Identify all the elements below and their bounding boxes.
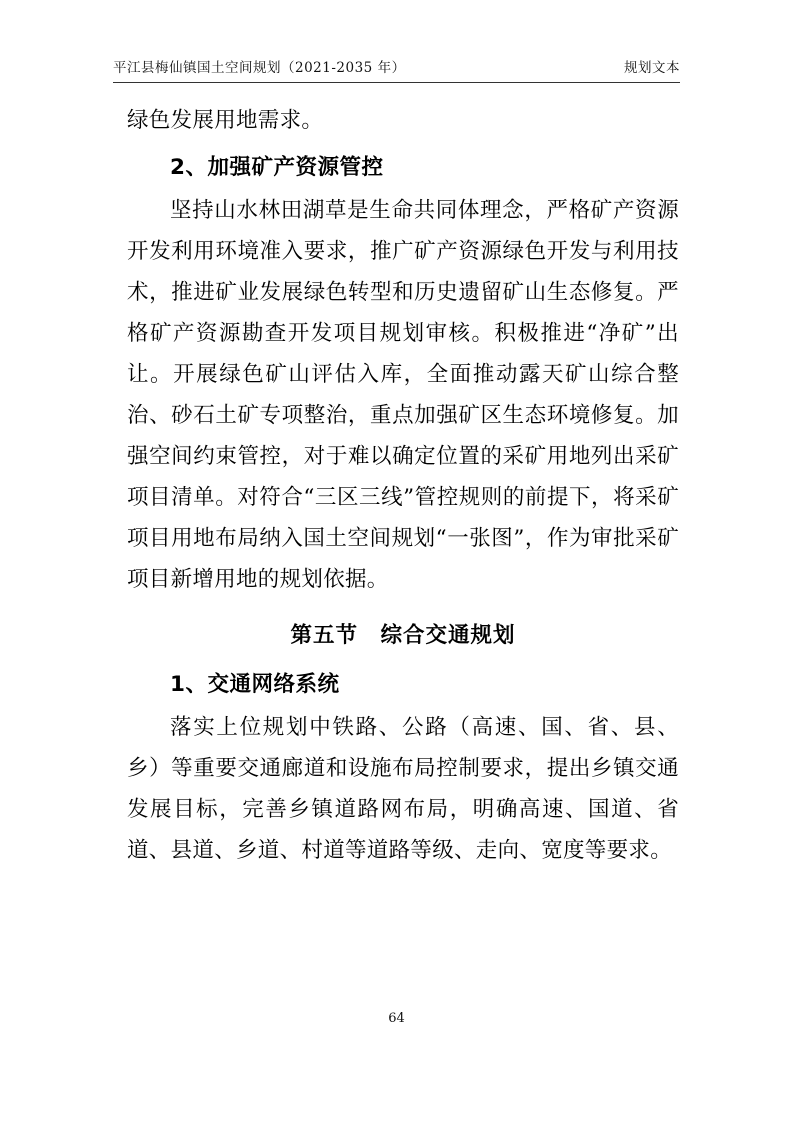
page-footer: [0, 1011, 793, 1026]
paragraph-mineral-resources: 坚持山水林田湖草是生命共同体理念，严格矿产资源开发利用环境准入要求，推广矿产资源绿色开发与利用技术，推进矿业发展绿色转型和历史遗留矿山生态修复。严格矿产资源勘查开发项目规划审核。积极推进“净矿”出让。开展绿色矿山评估入库，全面推动露天矿山综合整治、砂石土矿专项整治，重点加强矿区生态环境修复。加强空间约束管控，对于难以确定位置的采矿用地列出采矿项目清单。对符合“三区三线”管控规则的前提下，将采矿项目用地布局纳入国土空间规划“一张图”，作为审批采矿项目新增用地的规划依据。: [127, 198, 679, 592]
page-header: [113, 56, 680, 76]
header-divider: [113, 82, 680, 83]
header-right-title: 规划文本: [624, 60, 680, 76]
page-content: [127, 100, 679, 871]
header-left-title: 平江县梅仙镇国土空间规划（2021-2035 年）: [113, 60, 406, 76]
paragraph-continued: 绿色发展用地需求。: [127, 108, 324, 133]
page-number: 64: [388, 1011, 405, 1026]
heading-mineral-control: 2、加强矿产资源管控: [170, 155, 384, 180]
heading-traffic-network: 1、交通网络系统: [170, 672, 340, 697]
section-heading-transport: 第五节 综合交通规划: [290, 623, 516, 648]
paragraph-traffic-network: 落实上位规划中铁路、公路（高速、国、省、县、乡）等重要交通廊道和设施布局控制要求，提出乡镇交通发展目标，完善乡镇道路网布局，明确高速、国道、省道、县道、乡道、村道等道路等级、走向、宽度等要求。: [127, 715, 679, 863]
